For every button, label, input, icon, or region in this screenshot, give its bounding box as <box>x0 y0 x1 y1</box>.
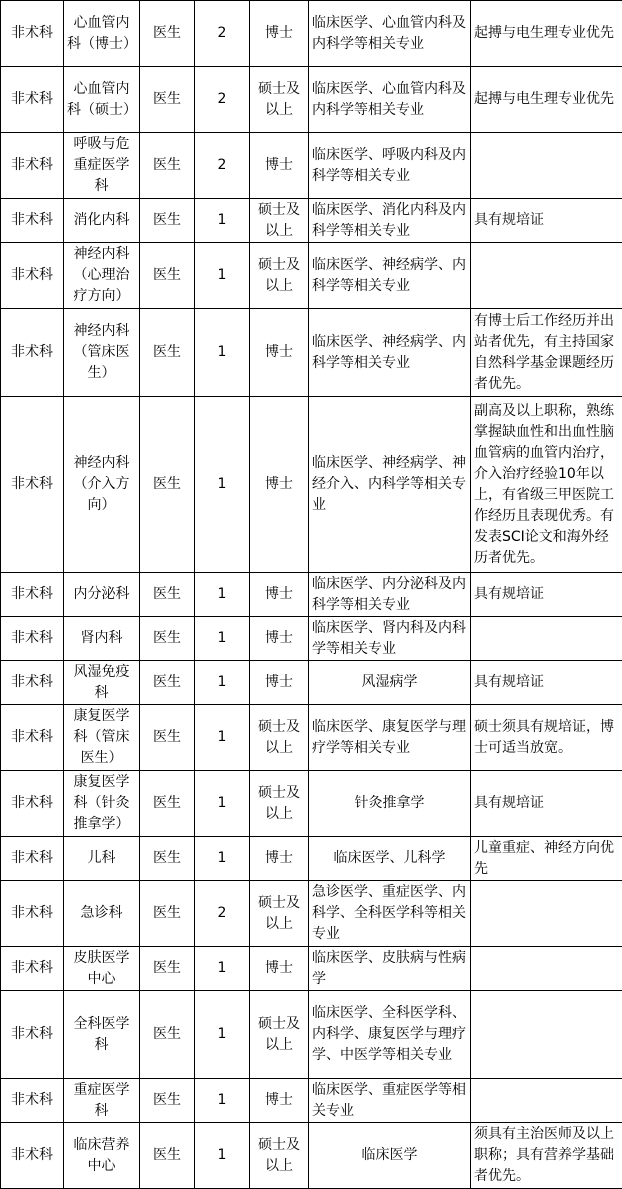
category-cell: 非术科 <box>1 881 64 947</box>
position-cell: 医生 <box>140 243 195 309</box>
department-cell: 康复医学科（针灸推拿学） <box>64 771 140 837</box>
major-cell: 临床医学、皮肤病与性病学 <box>309 947 471 991</box>
category-cell: 非术科 <box>1 771 64 837</box>
headcount-cell: 1 <box>195 397 250 573</box>
table-row <box>1 133 622 199</box>
category-cell: 非术科 <box>1 573 64 617</box>
position-cell: 医生 <box>140 771 195 837</box>
degree-cell: 硕士及以上 <box>250 881 309 947</box>
requirement-cell <box>471 243 622 309</box>
requirement-cell <box>471 133 622 199</box>
requirement-cell: 具有规培证 <box>471 771 622 837</box>
position-cell: 医生 <box>140 67 195 133</box>
major-cell: 风湿病学 <box>309 661 471 705</box>
position-cell: 医生 <box>140 397 195 573</box>
category-cell: 非术科 <box>1 309 64 397</box>
category-cell: 非术科 <box>1 133 64 199</box>
department-cell: 呼吸与危重症医学科 <box>64 133 140 199</box>
department-cell: 重症医学科 <box>64 1079 140 1123</box>
major-cell: 临床医学、内分泌科及内科学等相关专业 <box>309 573 471 617</box>
department-cell: 内分泌科 <box>64 573 140 617</box>
requirement-cell: 须具有主治医师及以上职称；具有营养学基础者优先。 <box>471 1123 622 1189</box>
position-cell: 医生 <box>140 991 195 1079</box>
headcount-cell: 2 <box>195 67 250 133</box>
department-cell: 神经内科（管床医生） <box>64 309 140 397</box>
degree-cell: 硕士及以上 <box>250 1123 309 1189</box>
major-cell: 临床医学、呼吸内科及内科学等相关专业 <box>309 133 471 199</box>
table-row <box>1 1123 622 1189</box>
degree-cell: 博士 <box>250 397 309 573</box>
position-cell: 医生 <box>140 199 195 243</box>
major-cell: 临床医学、消化内科及内科学等相关专业 <box>309 199 471 243</box>
table-row <box>1 947 622 991</box>
requirement-cell <box>471 617 622 661</box>
department-cell: 神经内科（介入方向） <box>64 397 140 573</box>
category-cell: 非术科 <box>1 837 64 881</box>
major-cell: 临床医学、肾内科及内科学等相关专业 <box>309 617 471 661</box>
headcount-cell: 1 <box>195 705 250 771</box>
category-cell: 非术科 <box>1 67 64 133</box>
requirement-cell: 起搏与电生理专业优先 <box>471 67 622 133</box>
category-cell: 非术科 <box>1 1123 64 1189</box>
department-cell: 心血管内科（博士） <box>64 1 140 67</box>
table-row <box>1 67 622 133</box>
major-cell: 临床医学、全科医学科、内科学、康复医学与理疗学、中医学等相关专业 <box>309 991 471 1079</box>
degree-cell: 硕士及以上 <box>250 991 309 1079</box>
department-cell: 消化内科 <box>64 199 140 243</box>
major-cell: 临床医学、心血管内科及内科学等相关专业 <box>309 1 471 67</box>
degree-cell: 博士 <box>250 837 309 881</box>
position-cell: 医生 <box>140 617 195 661</box>
degree-cell: 博士 <box>250 947 309 991</box>
category-cell: 非术科 <box>1 705 64 771</box>
position-cell: 医生 <box>140 661 195 705</box>
table-row <box>1 1 622 67</box>
major-cell: 临床医学、儿科学 <box>309 837 471 881</box>
major-cell: 临床医学、心血管内科及内科学等相关专业 <box>309 67 471 133</box>
requirement-cell <box>471 947 622 991</box>
category-cell: 非术科 <box>1 617 64 661</box>
headcount-cell: 1 <box>195 617 250 661</box>
headcount-cell: 1 <box>195 1079 250 1123</box>
headcount-cell: 1 <box>195 837 250 881</box>
requirement-cell <box>471 881 622 947</box>
department-cell: 风湿免疫科 <box>64 661 140 705</box>
major-cell: 临床医学、康复医学与理疗学等相关专业 <box>309 705 471 771</box>
requirement-cell <box>471 991 622 1079</box>
position-cell: 医生 <box>140 573 195 617</box>
requirement-cell: 具有规培证 <box>471 199 622 243</box>
headcount-cell: 2 <box>195 881 250 947</box>
degree-cell: 硕士及以上 <box>250 771 309 837</box>
department-cell: 康复医学科（管床医生） <box>64 705 140 771</box>
table-row <box>1 991 622 1079</box>
major-cell: 临床医学 <box>309 1123 471 1189</box>
requirement-cell: 硕士须具有规培证，博士可适当放宽。 <box>471 705 622 771</box>
headcount-cell: 2 <box>195 1 250 67</box>
position-cell: 医生 <box>140 705 195 771</box>
requirement-cell: 起搏与电生理专业优先 <box>471 1 622 67</box>
table-row <box>1 397 622 573</box>
degree-cell: 硕士及以上 <box>250 67 309 133</box>
headcount-cell: 1 <box>195 991 250 1079</box>
department-cell: 临床营养中心 <box>64 1123 140 1189</box>
department-cell: 心血管内科（硕士） <box>64 67 140 133</box>
table-row <box>1 837 622 881</box>
table-row <box>1 199 622 243</box>
major-cell: 临床医学、重症医学等相关专业 <box>309 1079 471 1123</box>
degree-cell: 博士 <box>250 1079 309 1123</box>
table-row <box>1 1079 622 1123</box>
major-cell: 临床医学、神经病学、内科学等相关专业 <box>309 309 471 397</box>
headcount-cell: 1 <box>195 199 250 243</box>
position-cell: 医生 <box>140 881 195 947</box>
degree-cell: 博士 <box>250 309 309 397</box>
major-cell: 急诊医学、重症医学、内科学、全科医学科等相关专业 <box>309 881 471 947</box>
degree-cell: 硕士及以上 <box>250 705 309 771</box>
requirement-cell: 具有规培证 <box>471 573 622 617</box>
degree-cell: 硕士及以上 <box>250 243 309 309</box>
headcount-cell: 1 <box>195 947 250 991</box>
degree-cell: 博士 <box>250 1 309 67</box>
degree-cell: 博士 <box>250 573 309 617</box>
headcount-cell: 1 <box>195 309 250 397</box>
headcount-cell: 1 <box>195 771 250 837</box>
requirement-cell <box>471 1079 622 1123</box>
category-cell: 非术科 <box>1 661 64 705</box>
category-cell: 非术科 <box>1 1 64 67</box>
headcount-cell: 2 <box>195 133 250 199</box>
table-row <box>1 705 622 771</box>
major-cell: 临床医学、神经病学、神经介入、内科学等相关专业 <box>309 397 471 573</box>
requirement-cell: 具有规培证 <box>471 661 622 705</box>
table-row <box>1 573 622 617</box>
requirement-cell: 副高及以上职称，熟练掌握缺血性和出血性脑血管病的血管内治疗，介入治疗经验10年以上，有省级三甲医院工作经历且表现优秀。有发表SCI论文和海外经历者优先。 <box>471 397 622 573</box>
requirement-cell: 有博士后工作经历并出站者优先，有主持国家自然科学基金课题经历者优先。 <box>471 309 622 397</box>
headcount-cell: 1 <box>195 1123 250 1189</box>
table-row <box>1 309 622 397</box>
position-cell: 医生 <box>140 1079 195 1123</box>
degree-cell: 博士 <box>250 661 309 705</box>
position-cell: 医生 <box>140 1123 195 1189</box>
position-cell: 医生 <box>140 1 195 67</box>
table-row <box>1 881 622 947</box>
category-cell: 非术科 <box>1 199 64 243</box>
headcount-cell: 1 <box>195 243 250 309</box>
category-cell: 非术科 <box>1 397 64 573</box>
category-cell: 非术科 <box>1 991 64 1079</box>
degree-cell: 硕士及以上 <box>250 199 309 243</box>
major-cell: 针灸推拿学 <box>309 771 471 837</box>
department-cell: 儿科 <box>64 837 140 881</box>
category-cell: 非术科 <box>1 947 64 991</box>
department-cell: 急诊科 <box>64 881 140 947</box>
major-cell: 临床医学、神经病学、内科学等相关专业 <box>309 243 471 309</box>
headcount-cell: 1 <box>195 573 250 617</box>
department-cell: 全科医学科 <box>64 991 140 1079</box>
position-cell: 医生 <box>140 947 195 991</box>
category-cell: 非术科 <box>1 243 64 309</box>
table-row <box>1 243 622 309</box>
table-row <box>1 617 622 661</box>
table-row <box>1 771 622 837</box>
department-cell: 肾内科 <box>64 617 140 661</box>
headcount-cell: 1 <box>195 661 250 705</box>
category-cell: 非术科 <box>1 1079 64 1123</box>
position-cell: 医生 <box>140 837 195 881</box>
table-row <box>1 661 622 705</box>
department-cell: 皮肤医学中心 <box>64 947 140 991</box>
degree-cell: 博士 <box>250 133 309 199</box>
degree-cell: 博士 <box>250 617 309 661</box>
position-cell: 医生 <box>140 309 195 397</box>
department-cell: 神经内科（心理治疗方向） <box>64 243 140 309</box>
requirement-cell: 儿童重症、神经方向优先 <box>471 837 622 881</box>
position-cell: 医生 <box>140 133 195 199</box>
